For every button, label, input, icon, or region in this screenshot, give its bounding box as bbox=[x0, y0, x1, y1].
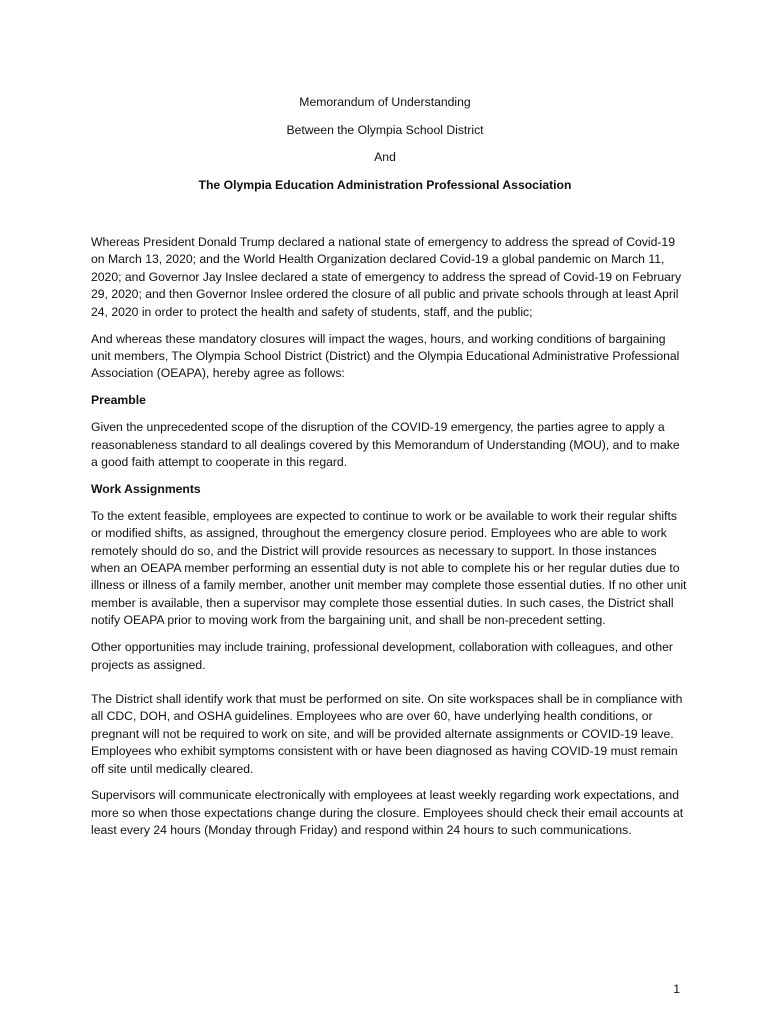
heading-preamble: Preamble bbox=[91, 393, 146, 408]
title-and: And bbox=[374, 150, 396, 164]
paragraph-work-4: Supervisors will communicate electronically with employees at least weekly regarding work expectations, and more so when those expectations change during the closure. Employees should check their email accounts at least every 24 hours (Monday through Friday) and respond within 24 hours to such communications. bbox=[91, 788, 684, 838]
paragraph-and-whereas: And whereas these mandatory closures will impact the wages, hours, and working conditions of bargaining unit members, The Olympia School District (District) and the Olympia Educational Administrative Professional Association (OEAPA), hereby agree as follows: bbox=[91, 331, 680, 381]
title-association: The Olympia Education Administration Professional Association bbox=[198, 177, 572, 192]
heading-work-assignments: Work Assignments bbox=[91, 481, 201, 496]
title-between: Between the Olympia School District bbox=[286, 122, 484, 137]
paragraph-whereas: Whereas President Donald Trump declared a national state of emergency to address the spread of Covid-19 on March 13, 2020; and the World Health Organization declared Covid-19 a global pandemic on March 11, 2020; and Governor Jay Inslee declared a state of emergency to address the spread of Covid-19 on February 29, 2020; and then Governor Inslee ordered the closure of all public and private schools through at least April 24, 2020 in order to protect the health and safety of students, staff, and the public; bbox=[91, 235, 682, 319]
document-body bbox=[91, 234, 687, 849]
title-memorandum: Memorandum of Understanding bbox=[299, 95, 471, 109]
page-number: 1 bbox=[673, 982, 680, 996]
paragraph-work-1: To the extent feasible, employees are expected to continue to work or be available to work their regular shifts or modified shifts, as assigned, throughout the emergency closure period. Employees who are able to work remotely should do so, and the District will provide resources as necessary to support. In those instances when an OEAPA member performing an essential duty is not able to complete his or her regular duties due to illness or illness of a family member, another unit member may complete those essential duties. If no other unit member is available, then a supervisor may complete those essential duties. In such cases, the District shall notify OEAPA prior to moving work from the bargaining unit, and shall be non-precedent setting. bbox=[91, 508, 687, 628]
paragraph-work-3: The District shall identify work that must be performed on site. On site workspaces shall be in compliance with all CDC, DOH, and OSHA guidelines. Employees who are over 60, have underlying health conditions, or pregnant will not be required to work on site, and will be provided alternate assignments or COVID-19 leave. Employees who exhibit symptoms consistent with or have been diagnosed as having COVID-19 must remain off site until medically cleared. bbox=[91, 691, 683, 776]
paragraph-preamble: Given the unprecedented scope of the disruption of the COVID-19 emergency, the parties agree to apply a reasonableness standard to all dealings covered by this Memorandum of Understanding (MOU), and to make a good faith attempt to cooperate in this regard. bbox=[91, 420, 680, 469]
document-title-block bbox=[0, 94, 770, 204]
paragraph-work-2: Other opportunities may include training, professional development, collaboration with colleagues, and other projects as assigned. bbox=[91, 640, 673, 672]
